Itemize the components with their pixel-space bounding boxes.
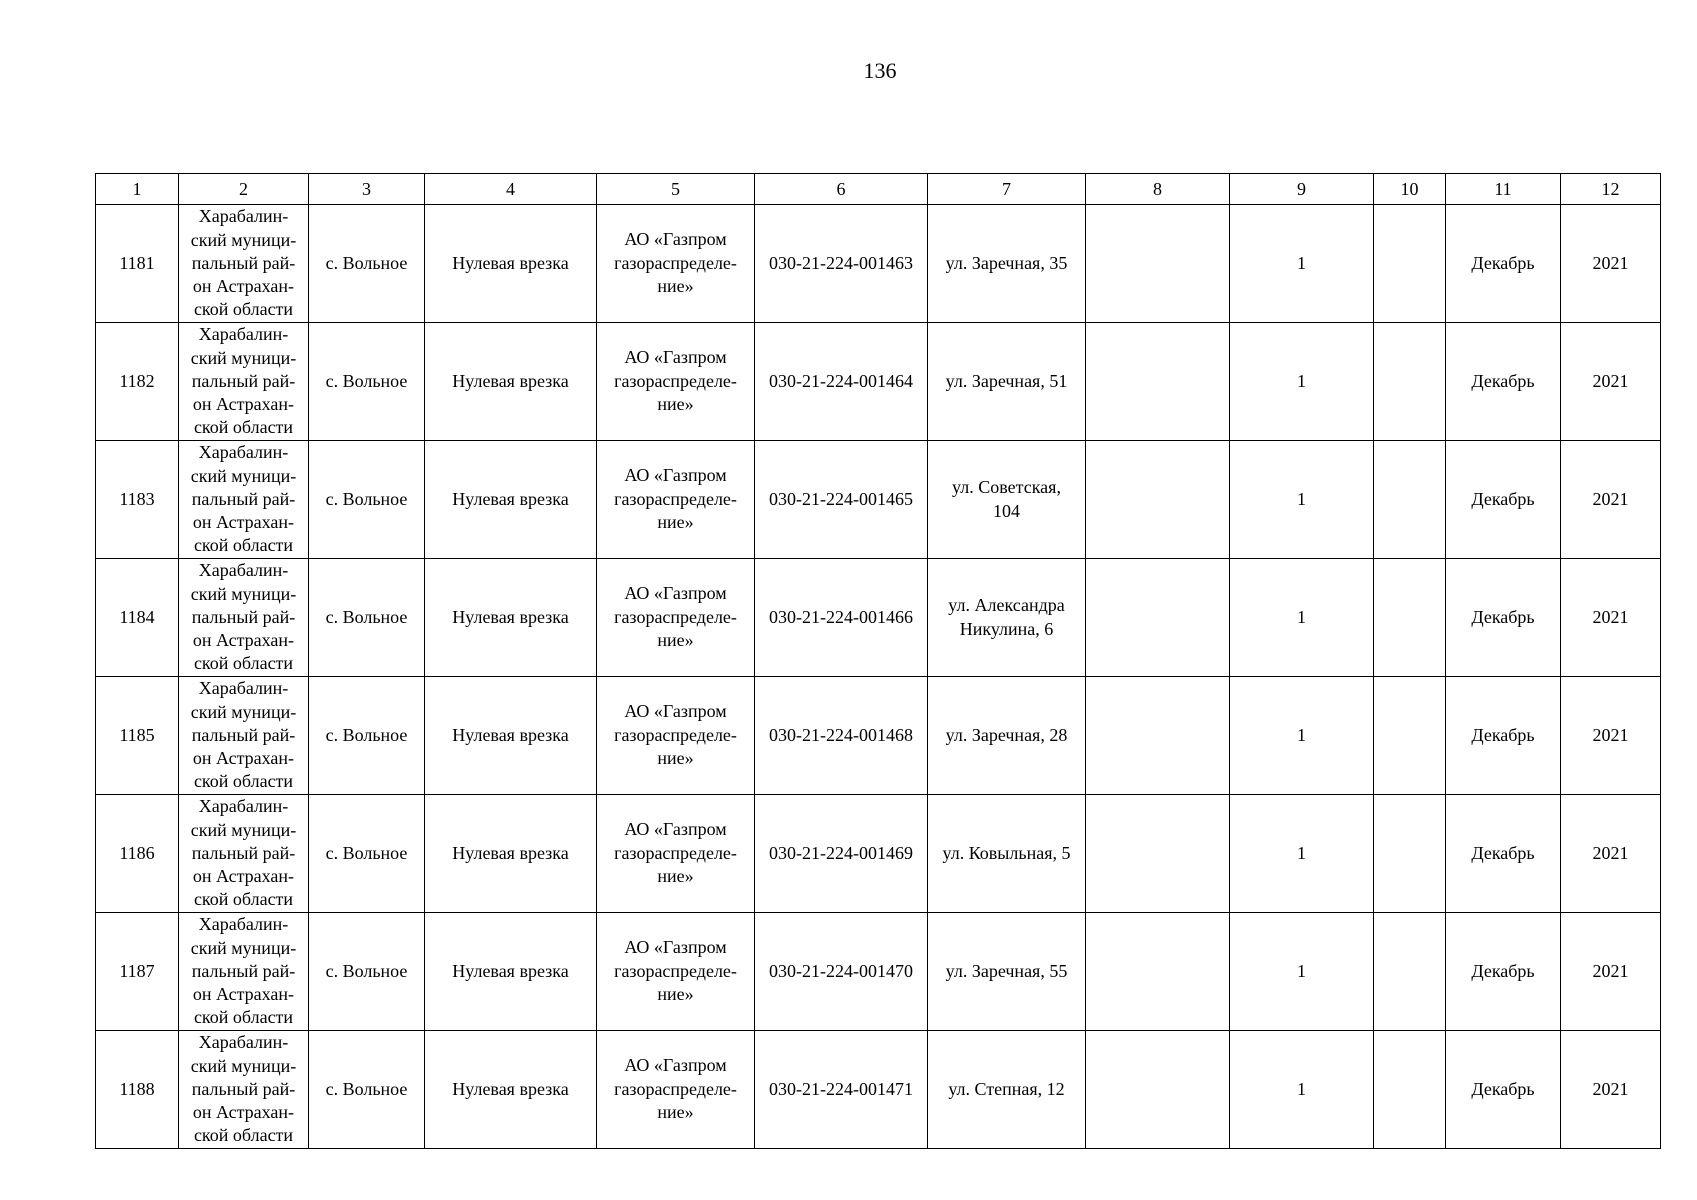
address-cell: ул. Заречная, 28 bbox=[928, 677, 1086, 795]
column-header: 10 bbox=[1374, 174, 1446, 205]
month-cell: Декабрь bbox=[1446, 441, 1561, 559]
column-header: 2 bbox=[179, 174, 309, 205]
organization-cell: АО «Газпром газораспределе- ние» bbox=[597, 677, 755, 795]
district-cell: Харабалин- ский муници- пальный рай- он Астрахан- ской области bbox=[179, 1031, 309, 1149]
organization-cell: АО «Газпром газораспределе- ние» bbox=[597, 913, 755, 1031]
connection-type-cell: Нулевая врезка bbox=[425, 323, 597, 441]
locality-cell: с. Вольное bbox=[309, 677, 425, 795]
locality-cell: с. Вольное bbox=[309, 441, 425, 559]
column-10-cell bbox=[1374, 913, 1446, 1031]
table-row bbox=[96, 205, 1661, 323]
column-8-cell bbox=[1086, 559, 1230, 677]
table-row bbox=[96, 913, 1661, 1031]
object-code-cell: 030-21-224-001464 bbox=[755, 323, 928, 441]
column-header: 4 bbox=[425, 174, 597, 205]
header-row bbox=[96, 174, 1661, 205]
address-cell: ул. Заречная, 55 bbox=[928, 913, 1086, 1031]
column-header: 8 bbox=[1086, 174, 1230, 205]
column-header: 6 bbox=[755, 174, 928, 205]
connection-type-cell: Нулевая врезка bbox=[425, 441, 597, 559]
column-10-cell bbox=[1374, 795, 1446, 913]
column-8-cell bbox=[1086, 913, 1230, 1031]
quantity-cell: 1 bbox=[1230, 205, 1374, 323]
row-number-cell: 1188 bbox=[96, 1031, 179, 1149]
year-cell: 2021 bbox=[1561, 441, 1661, 559]
organization-cell: АО «Газпром газораспределе- ние» bbox=[597, 323, 755, 441]
quantity-cell: 1 bbox=[1230, 677, 1374, 795]
year-cell: 2021 bbox=[1561, 323, 1661, 441]
column-10-cell bbox=[1374, 441, 1446, 559]
locality-cell: с. Вольное bbox=[309, 795, 425, 913]
column-8-cell bbox=[1086, 795, 1230, 913]
organization-cell: АО «Газпром газораспределе- ние» bbox=[597, 795, 755, 913]
address-cell: ул. Заречная, 51 bbox=[928, 323, 1086, 441]
connection-type-cell: Нулевая врезка bbox=[425, 205, 597, 323]
locality-cell: с. Вольное bbox=[309, 323, 425, 441]
year-cell: 2021 bbox=[1561, 913, 1661, 1031]
column-10-cell bbox=[1374, 205, 1446, 323]
district-cell: Харабалин- ский муници- пальный рай- он Астрахан- ской области bbox=[179, 205, 309, 323]
district-cell: Харабалин- ский муници- пальный рай- он Астрахан- ской области bbox=[179, 795, 309, 913]
column-8-cell bbox=[1086, 677, 1230, 795]
address-cell: ул. Заречная, 35 bbox=[928, 205, 1086, 323]
object-code-cell: 030-21-224-001471 bbox=[755, 1031, 928, 1149]
table-row bbox=[96, 323, 1661, 441]
table-row bbox=[96, 795, 1661, 913]
column-8-cell bbox=[1086, 1031, 1230, 1149]
connection-type-cell: Нулевая врезка bbox=[425, 1031, 597, 1149]
table-row bbox=[96, 677, 1661, 795]
locality-cell: с. Вольное bbox=[309, 913, 425, 1031]
row-number-cell: 1186 bbox=[96, 795, 179, 913]
column-header: 9 bbox=[1230, 174, 1374, 205]
column-10-cell bbox=[1374, 559, 1446, 677]
district-cell: Харабалин- ский муници- пальный рай- он Астрахан- ской области bbox=[179, 913, 309, 1031]
district-cell: Харабалин- ский муници- пальный рай- он Астрахан- ской области bbox=[179, 323, 309, 441]
month-cell: Декабрь bbox=[1446, 323, 1561, 441]
month-cell: Декабрь bbox=[1446, 205, 1561, 323]
quantity-cell: 1 bbox=[1230, 559, 1374, 677]
organization-cell: АО «Газпром газораспределе- ние» bbox=[597, 441, 755, 559]
year-cell: 2021 bbox=[1561, 205, 1661, 323]
registry-table bbox=[95, 173, 1661, 1149]
column-8-cell bbox=[1086, 323, 1230, 441]
column-10-cell bbox=[1374, 323, 1446, 441]
organization-cell: АО «Газпром газораспределе- ние» bbox=[597, 559, 755, 677]
table-body bbox=[96, 205, 1661, 1149]
column-header: 1 bbox=[96, 174, 179, 205]
organization-cell: АО «Газпром газораспределе- ние» bbox=[597, 205, 755, 323]
table-row bbox=[96, 559, 1661, 677]
column-header: 7 bbox=[928, 174, 1086, 205]
column-8-cell bbox=[1086, 205, 1230, 323]
quantity-cell: 1 bbox=[1230, 323, 1374, 441]
year-cell: 2021 bbox=[1561, 677, 1661, 795]
address-cell: ул. Александра Никулина, 6 bbox=[928, 559, 1086, 677]
column-header: 11 bbox=[1446, 174, 1561, 205]
address-cell: ул. Советская, 104 bbox=[928, 441, 1086, 559]
object-code-cell: 030-21-224-001466 bbox=[755, 559, 928, 677]
table-row bbox=[96, 441, 1661, 559]
row-number-cell: 1185 bbox=[96, 677, 179, 795]
column-header: 12 bbox=[1561, 174, 1661, 205]
district-cell: Харабалин- ский муници- пальный рай- он Астрахан- ской области bbox=[179, 441, 309, 559]
connection-type-cell: Нулевая врезка bbox=[425, 913, 597, 1031]
month-cell: Декабрь bbox=[1446, 1031, 1561, 1149]
row-number-cell: 1183 bbox=[96, 441, 179, 559]
address-cell: ул. Степная, 12 bbox=[928, 1031, 1086, 1149]
page-number: 136 bbox=[863, 58, 897, 83]
connection-type-cell: Нулевая врезка bbox=[425, 559, 597, 677]
district-cell: Харабалин- ский муници- пальный рай- он Астрахан- ской области bbox=[179, 559, 309, 677]
month-cell: Декабрь bbox=[1446, 559, 1561, 677]
connection-type-cell: Нулевая врезка bbox=[425, 795, 597, 913]
row-number-cell: 1184 bbox=[96, 559, 179, 677]
connection-type-cell: Нулевая врезка bbox=[425, 677, 597, 795]
district-cell: Харабалин- ский муници- пальный рай- он Астрахан- ской области bbox=[179, 677, 309, 795]
column-header: 5 bbox=[597, 174, 755, 205]
table-row bbox=[96, 1031, 1661, 1149]
object-code-cell: 030-21-224-001465 bbox=[755, 441, 928, 559]
year-cell: 2021 bbox=[1561, 559, 1661, 677]
column-10-cell bbox=[1374, 677, 1446, 795]
locality-cell: с. Вольное bbox=[309, 1031, 425, 1149]
month-cell: Декабрь bbox=[1446, 677, 1561, 795]
year-cell: 2021 bbox=[1561, 1031, 1661, 1149]
object-code-cell: 030-21-224-001470 bbox=[755, 913, 928, 1031]
column-header: 3 bbox=[309, 174, 425, 205]
year-cell: 2021 bbox=[1561, 795, 1661, 913]
month-cell: Декабрь bbox=[1446, 913, 1561, 1031]
object-code-cell: 030-21-224-001463 bbox=[755, 205, 928, 323]
quantity-cell: 1 bbox=[1230, 441, 1374, 559]
quantity-cell: 1 bbox=[1230, 795, 1374, 913]
address-cell: ул. Ковыльная, 5 bbox=[928, 795, 1086, 913]
object-code-cell: 030-21-224-001468 bbox=[755, 677, 928, 795]
month-cell: Декабрь bbox=[1446, 795, 1561, 913]
locality-cell: с. Вольное bbox=[309, 559, 425, 677]
quantity-cell: 1 bbox=[1230, 913, 1374, 1031]
row-number-cell: 1181 bbox=[96, 205, 179, 323]
object-code-cell: 030-21-224-001469 bbox=[755, 795, 928, 913]
quantity-cell: 1 bbox=[1230, 1031, 1374, 1149]
row-number-cell: 1182 bbox=[96, 323, 179, 441]
column-8-cell bbox=[1086, 441, 1230, 559]
column-10-cell bbox=[1374, 1031, 1446, 1149]
row-number-cell: 1187 bbox=[96, 913, 179, 1031]
organization-cell: АО «Газпром газораспределе- ние» bbox=[597, 1031, 755, 1149]
locality-cell: с. Вольное bbox=[309, 205, 425, 323]
